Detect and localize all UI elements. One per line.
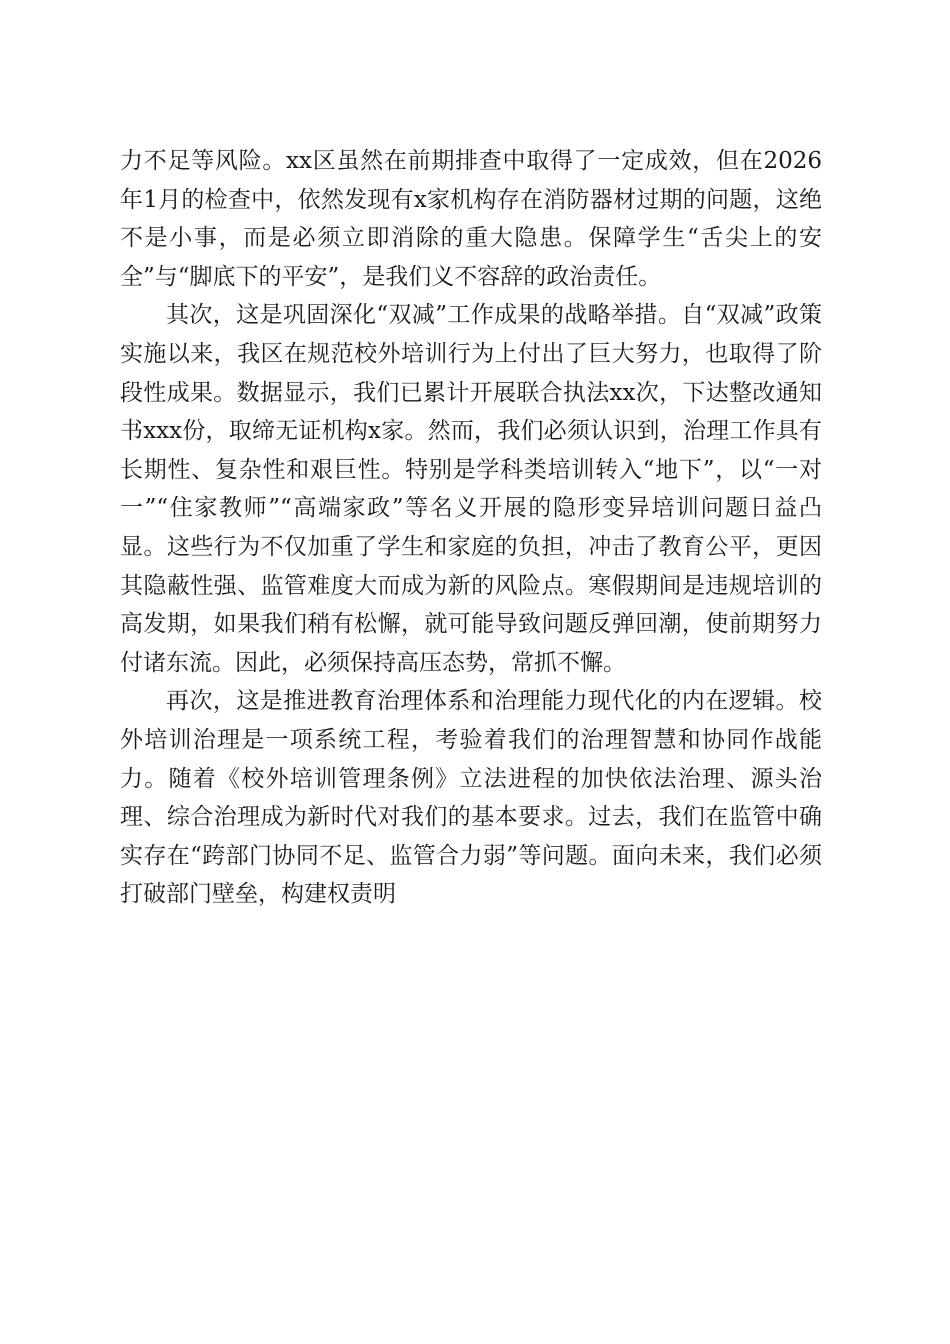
paragraph-secondly: 其次，这是巩固深化“双减”工作成果的战略举措。自“双减”政策实施以来，我区在规范校外培训行为上付出了巨大努力，也取得了阶段性成果。数据显示，我们已累计开展联合执法xx次，下达整改通知书xxx份，取缔无证机构x家。然而，我们必须认识到，治理工作具有长期性、复杂性和艰巨性。特别是学科类培训转入“地下”，以“一对一”“住家教师”“高端家政”等名义开展的隐形变异培训问题日益凸显。这些行为不仅加重了学生和家庭的负担，冲击了教育公平，更因其隐蔽性强、监管难度大而成为新的风险点。寒假期间是违规培训的高发期，如果我们稍有松懈，就可能导致问题反弹回潮，使前期努力付诸东流。因此，必须保持高压态势，常抓不懈。 xyxy=(120,302,822,676)
document-body xyxy=(120,142,822,914)
paragraph-thirdly: 再次，这是推进教育治理体系和治理能力现代化的内在逻辑。校外培训治理是一项系统工程，考验着我们的治理智慧和协同作战能力。随着《校外培训管理条例》立法进程的加快依法治理、源头治理、综合治理成为新时代对我们的基本要求。过去，我们在监管中确实存在“跨部门协同不足、监管合力弱”等问题。面向未来，我们必须打破部门壁垒，构建权责明 xyxy=(120,688,822,908)
paragraph-continued: 力不足等风险。xx区虽然在前期排查中取得了一定成效，但在2026年1月的检查中，依然发现有x家机构存在消防器材过期的问题，这绝不是小事，而是必须立即消除的重大隐患。保障学生“舌尖上的安全”与“脚底下的平安”，是我们义不容辞的政治责任。 xyxy=(120,148,822,290)
